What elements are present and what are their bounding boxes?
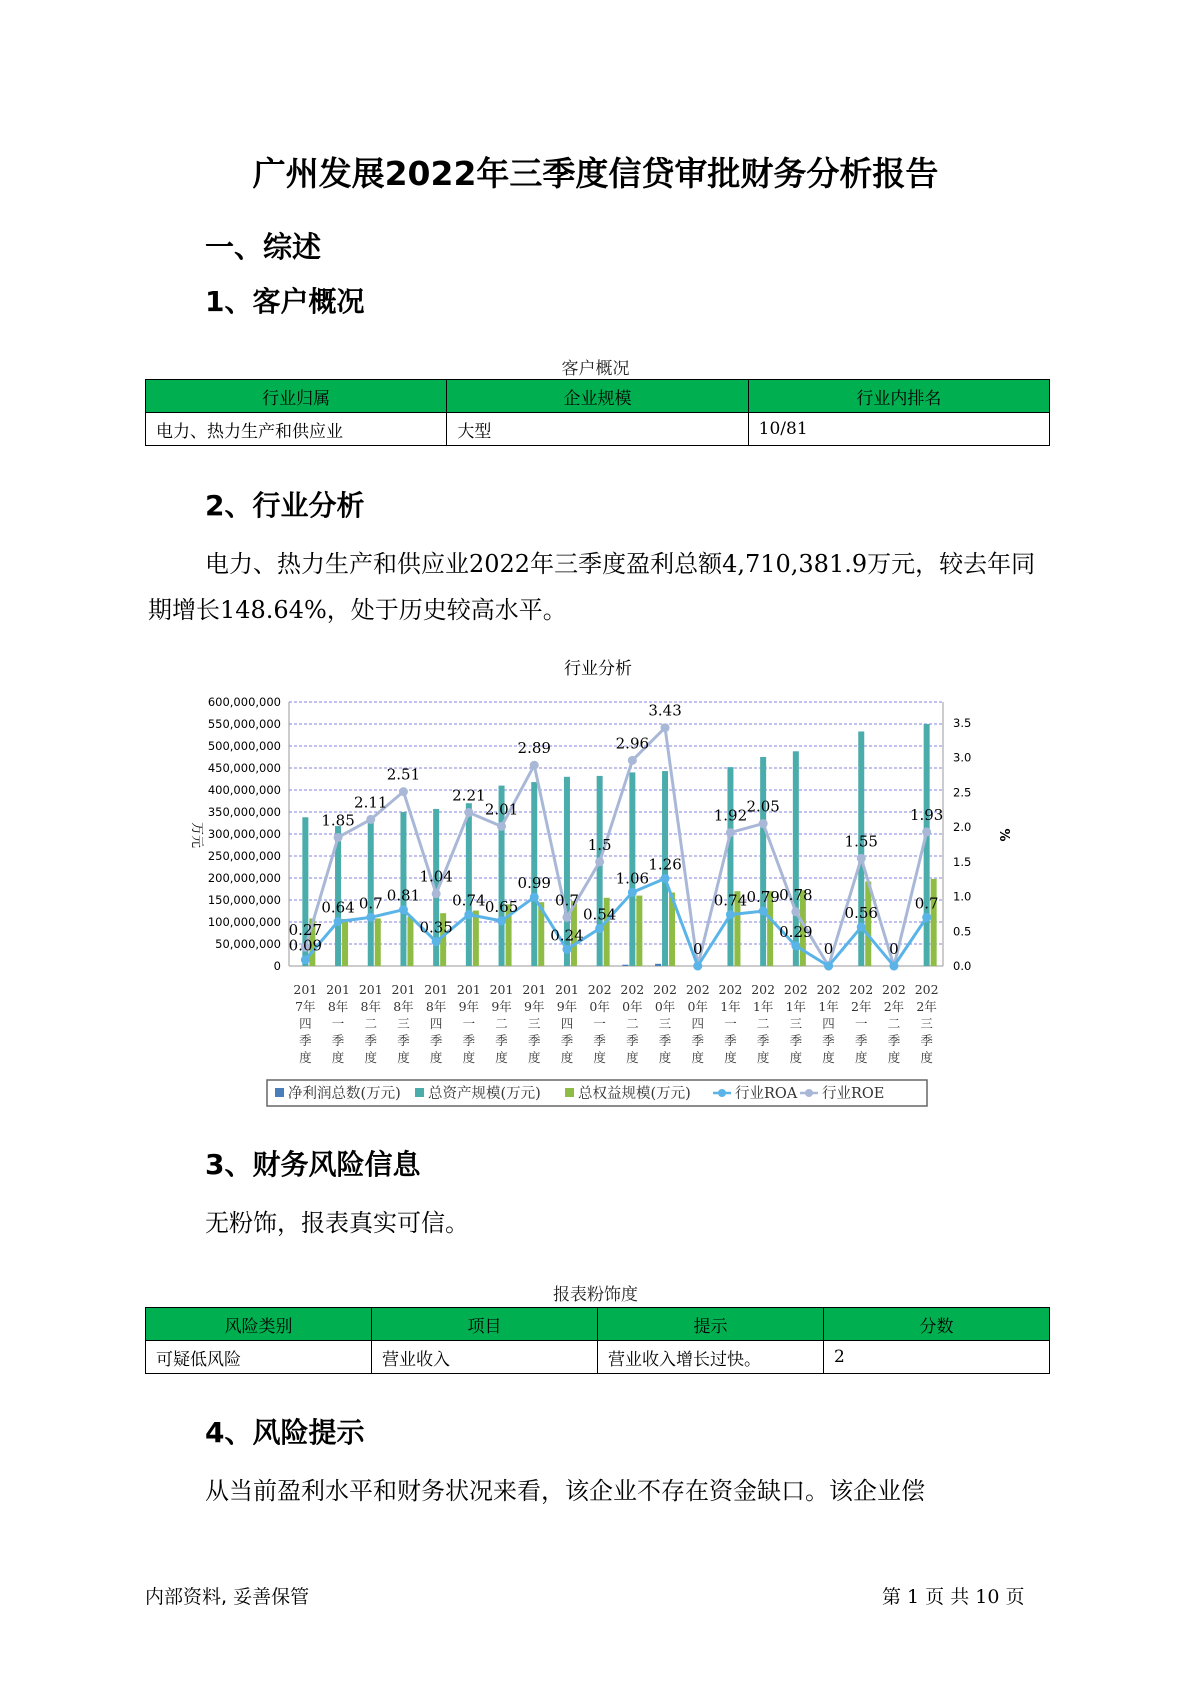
- x-tick-label: 度: [495, 1050, 508, 1065]
- series-point: [334, 833, 343, 842]
- series-point: [693, 962, 702, 971]
- y-tick-label: 350,000,000: [207, 805, 281, 819]
- x-tick-label: 季: [593, 1033, 606, 1048]
- footer-left: 内部资料, 妥善保管: [145, 1586, 310, 1608]
- x-tick-label: 201: [555, 982, 579, 997]
- roa-data-label: 0.81: [386, 886, 421, 905]
- x-tick-label: 季: [920, 1033, 933, 1048]
- heading-industry-analysis: 2、行业分析: [205, 489, 365, 522]
- y-tick-label: 550,000,000: [207, 717, 281, 731]
- x-tick-label: 201: [326, 982, 350, 997]
- bar: [760, 757, 766, 966]
- legend-label: 净利润总数(万元): [288, 1086, 401, 1102]
- series-point: [334, 917, 343, 926]
- x-tick-label: 度: [527, 1050, 541, 1065]
- table-caption-risk: 报表粉饰度: [553, 1285, 638, 1305]
- x-tick-label: 202: [816, 982, 841, 997]
- legend-swatch: [415, 1088, 424, 1097]
- bar: [368, 816, 374, 966]
- legend-label: 总资产规模(万元): [428, 1086, 541, 1102]
- series-point: [628, 756, 637, 765]
- roa-data-label: 0.7: [358, 894, 383, 913]
- x-tick-label: 8年: [425, 999, 447, 1014]
- series-point: [366, 815, 375, 824]
- heading-risk-tips: 4、风险提示: [205, 1416, 365, 1449]
- x-tick-label: 四: [691, 1016, 705, 1031]
- header-hint: 提示: [598, 1308, 824, 1341]
- x-tick-label: 二: [626, 1016, 639, 1031]
- series-point: [922, 827, 931, 836]
- x-tick-label: 度: [822, 1050, 835, 1065]
- x-tick-label: 0年: [589, 999, 610, 1014]
- x-tick-label: 度: [756, 1050, 770, 1065]
- series-point: [366, 913, 375, 922]
- series-point: [432, 889, 441, 898]
- x-tick-label: 一: [854, 1016, 868, 1031]
- roe-data-label: 2.96: [615, 734, 650, 753]
- x-tick-label: 一: [724, 1016, 737, 1031]
- x-tick-label: 度: [854, 1050, 868, 1065]
- x-tick-label: 1年: [818, 999, 839, 1014]
- x-tick-label: 202: [914, 982, 939, 997]
- series-point: [857, 854, 866, 863]
- bar: [636, 896, 642, 966]
- x-tick-label: 三: [527, 1016, 541, 1031]
- y-tick-label: 600,000,000: [207, 695, 281, 709]
- series-point: [791, 907, 800, 916]
- x-tick-label: 201: [522, 982, 547, 997]
- x-tick-label: 二: [364, 1016, 378, 1031]
- chart-data-labels: [289, 702, 944, 958]
- cell-hint: 营业收入增长过快。: [598, 1341, 824, 1374]
- roa-data-label: 0.7: [914, 894, 939, 913]
- x-tick-label: 9年: [524, 999, 545, 1014]
- bar: [655, 964, 661, 966]
- chart-legend: [267, 1080, 927, 1106]
- roe-data-label: 1.93: [909, 805, 944, 824]
- y-tick-label: 400,000,000: [207, 783, 281, 797]
- legend-swatch: [565, 1088, 574, 1097]
- roa-data-label: 0.65: [484, 897, 519, 916]
- cell-risk-type: 可疑低风险: [146, 1341, 372, 1374]
- x-tick-label: 季: [691, 1033, 705, 1048]
- legend-marker: [805, 1089, 813, 1097]
- header-score: 分数: [824, 1308, 1050, 1341]
- x-tick-label: 9年: [556, 999, 578, 1014]
- x-tick-label: 季: [658, 1033, 672, 1048]
- x-tick-label: 度: [429, 1050, 443, 1065]
- series-point: [432, 937, 441, 946]
- section-heading-overview: 一、综述: [205, 230, 322, 264]
- roe-data-label: 1.92: [713, 806, 748, 825]
- x-tick-label: 四: [560, 1016, 574, 1031]
- cell-industry: 电力、热力生产和供应业: [146, 413, 447, 446]
- header-industry: 行业归属: [146, 380, 447, 413]
- x-tick-label: 季: [364, 1033, 378, 1048]
- roa-data-label: 1.06: [615, 869, 650, 888]
- heading-financial-risk: 3、财务风险信息: [205, 1148, 421, 1181]
- legend-label: 行业ROA: [735, 1086, 798, 1102]
- chart-bars: [302, 724, 936, 966]
- roa-data-label: 0.74: [713, 891, 748, 910]
- x-tick-label: 季: [527, 1033, 541, 1048]
- tips-paragraph: 从当前盈利水平和财务状况来看，该企业不存在资金缺口。该企业偿: [205, 1477, 925, 1505]
- roe-data-label: 1.85: [321, 811, 355, 830]
- roe-data-label: 2.01: [484, 800, 519, 819]
- x-tick-label: 一: [462, 1016, 476, 1031]
- bar: [931, 879, 937, 966]
- x-tick-label: 7年: [295, 999, 316, 1014]
- y-tick-label: 300,000,000: [207, 827, 281, 841]
- x-tick-label: 三: [658, 1016, 672, 1031]
- y2-tick-label: 2.5: [953, 785, 972, 800]
- x-tick-label: 8年: [393, 999, 414, 1014]
- x-tick-label: 0年: [622, 999, 643, 1014]
- x-tick-label: 9年: [491, 999, 512, 1014]
- roe-data-label: 2.21: [452, 786, 486, 805]
- series-point: [759, 907, 768, 916]
- x-tick-label: 二: [495, 1016, 508, 1031]
- series-point: [726, 910, 735, 919]
- x-tick-label: 1年: [785, 999, 807, 1014]
- page-title: 广州发展2022年三季度信贷审批财务分析报告: [252, 154, 939, 193]
- x-tick-label: 0年: [687, 999, 708, 1014]
- x-tick-label: 202: [849, 982, 874, 997]
- y2-tick-label: 2.0: [953, 820, 972, 835]
- y-tick-label: 0: [273, 959, 281, 973]
- bar: [597, 776, 603, 966]
- roa-data-label: 0.35: [419, 918, 453, 937]
- series-point: [889, 962, 898, 971]
- cell-scale: 大型: [447, 413, 748, 446]
- y-tick-label: 100,000,000: [207, 915, 281, 929]
- x-tick-label: 三: [789, 1016, 803, 1031]
- x-tick-label: 度: [626, 1050, 639, 1065]
- x-tick-label: 二: [887, 1016, 901, 1031]
- series-line: [305, 728, 926, 966]
- right-axis-ticks: [953, 716, 971, 973]
- roe-data-label: 0.7: [555, 891, 579, 910]
- series-point: [857, 923, 866, 932]
- x-tick-label: 2年: [916, 999, 937, 1014]
- table-caption-customer: 客户概况: [561, 359, 630, 379]
- x-tick-label: 季: [789, 1033, 803, 1048]
- series-point: [628, 888, 637, 897]
- bar: [375, 918, 381, 966]
- series-point: [497, 916, 506, 925]
- roe-data-label: 0: [692, 940, 703, 958]
- x-tick-label: 202: [783, 982, 808, 997]
- series-point: [399, 905, 408, 914]
- bar: [622, 965, 628, 966]
- x-tick-label: 季: [887, 1033, 901, 1048]
- roe-data-label: 1.04: [419, 867, 453, 886]
- x-tick-label: 二: [756, 1016, 770, 1031]
- series-point: [562, 913, 571, 922]
- bar: [865, 882, 871, 966]
- roa-data-label: 0.56: [844, 904, 878, 923]
- roa-data-label: 0.79: [746, 888, 780, 907]
- roe-data-label: 2.51: [386, 765, 421, 784]
- legend-label: 行业ROE: [822, 1086, 885, 1102]
- x-tick-label: 201: [391, 982, 416, 997]
- footer-page-number: 第 1 页 共 10 页: [882, 1586, 1025, 1608]
- y2-tick-label: 0.0: [953, 959, 972, 973]
- x-tick-label: 四: [299, 1016, 312, 1031]
- x-tick-label: 季: [299, 1033, 312, 1048]
- x-tick-label: 1年: [752, 999, 774, 1014]
- x-tick-label: 202: [587, 982, 612, 997]
- legend-marker: [718, 1089, 726, 1097]
- heading-customer-overview: 1、客户概况: [205, 285, 365, 318]
- x-tick-label: 度: [593, 1050, 606, 1065]
- x-tick-label: 度: [397, 1050, 410, 1065]
- roa-data-label: 0.24: [550, 926, 584, 945]
- roe-data-label: 0.27: [288, 921, 323, 940]
- x-tick-label: 度: [789, 1050, 803, 1065]
- y2-tick-label: 0.5: [953, 924, 972, 939]
- table-header-row: [146, 1308, 1050, 1341]
- bar: [342, 919, 348, 966]
- x-tick-label: 8年: [360, 999, 381, 1014]
- x-tick-label: 一: [593, 1016, 606, 1031]
- x-tick-label: 一: [331, 1016, 345, 1031]
- series-point: [595, 924, 604, 933]
- y2-tick-label: 3.0: [953, 750, 972, 765]
- header-item: 项目: [372, 1308, 598, 1341]
- x-tick-label: 202: [653, 982, 677, 997]
- x-tick-label: 三: [397, 1016, 410, 1031]
- customer-table: [145, 379, 1050, 446]
- x-tick-label: 8年: [327, 999, 349, 1014]
- chart-lines: [301, 723, 931, 970]
- risk-paragraph: 无粉饰，报表真实可信。: [205, 1209, 469, 1237]
- x-tick-label: 度: [920, 1050, 933, 1065]
- x-tick-label: 201: [489, 982, 514, 997]
- y-tick-label: 450,000,000: [207, 761, 281, 775]
- x-tick-label: 四: [429, 1016, 443, 1031]
- series-point: [791, 941, 800, 950]
- x-tick-label: 2年: [883, 999, 905, 1014]
- series-point: [497, 822, 506, 831]
- table-row: [146, 1341, 1050, 1374]
- y-tick-label: 150,000,000: [207, 893, 281, 907]
- x-tick-label: 度: [658, 1050, 672, 1065]
- legend-label: 总权益规模(万元): [578, 1086, 691, 1102]
- industry-chart: [0, 655, 1191, 1115]
- x-tick-label: 201: [456, 982, 481, 997]
- series-point: [562, 945, 571, 954]
- cell-rank: 10/81: [748, 413, 1049, 446]
- x-tick-label: 度: [299, 1050, 312, 1065]
- series-point: [399, 787, 408, 796]
- x-tick-label: 季: [756, 1033, 770, 1048]
- series-point: [464, 808, 473, 817]
- x-tick-label: 201: [358, 982, 383, 997]
- roa-data-label: 0.74: [452, 891, 486, 910]
- roe-data-label: 0: [823, 940, 834, 958]
- x-tick-label: 度: [887, 1050, 901, 1065]
- series-point: [301, 955, 310, 964]
- series-point: [661, 874, 670, 883]
- series-point: [595, 857, 604, 866]
- x-tick-label: 2年: [851, 999, 872, 1014]
- x-tick-label: 0年: [654, 999, 676, 1014]
- x-tick-label: 季: [331, 1033, 345, 1048]
- roa-data-label: 0.54: [582, 905, 617, 924]
- y2-axis-label: %: [996, 828, 1011, 842]
- x-tick-label: 202: [718, 982, 743, 997]
- header-risk-type: 风险类别: [146, 1308, 372, 1341]
- y-tick-label: 250,000,000: [207, 849, 281, 863]
- risk-table: [145, 1307, 1050, 1374]
- series-point: [726, 828, 735, 837]
- roa-data-label: 0.09: [288, 936, 323, 955]
- x-tick-label: 三: [920, 1016, 933, 1031]
- x-tick-label: 202: [620, 982, 645, 997]
- x-tick-label: 度: [364, 1050, 378, 1065]
- y2-tick-label: 1.5: [953, 854, 972, 869]
- roe-data-label: 0: [889, 940, 899, 958]
- roe-data-label: 3.43: [648, 701, 682, 720]
- x-tick-label: 202: [751, 982, 776, 997]
- roa-data-label: 0.29: [779, 922, 813, 941]
- x-tick-label: 度: [560, 1050, 574, 1065]
- x-tick-label: 季: [854, 1033, 868, 1048]
- y-tick-label: 200,000,000: [207, 871, 281, 885]
- y-tick-label: 50,000,000: [215, 937, 281, 951]
- series-point: [922, 913, 931, 922]
- bar: [473, 911, 479, 966]
- x-tick-label: 201: [424, 982, 449, 997]
- roa-data-label: 0.64: [321, 898, 355, 917]
- series-point: [530, 761, 539, 770]
- cell-item: 营业收入: [372, 1341, 598, 1374]
- industry-paragraph: 电力、热力生产和供应业2022年三季度盈利总额4,710,381.9万元，较去年同期增长148.64%，处于历史较高水平。: [148, 550, 1036, 624]
- roe-data-label: 1.5: [587, 835, 612, 854]
- roe-data-label: 0.78: [779, 885, 813, 904]
- header-scale: 企业规模: [447, 380, 748, 413]
- x-tick-label: 季: [495, 1033, 508, 1048]
- series-point: [824, 962, 833, 971]
- x-tick-label: 季: [822, 1033, 835, 1048]
- bar: [466, 803, 472, 966]
- x-tick-label: 9年: [458, 999, 480, 1014]
- bar: [727, 767, 733, 966]
- series-point: [661, 723, 670, 732]
- x-tick-label: 度: [691, 1050, 705, 1065]
- x-tick-label: 1年: [720, 999, 741, 1014]
- chart-title: 行业分析: [564, 659, 632, 679]
- table-header-row: [146, 380, 1050, 413]
- x-tick-label: 度: [462, 1050, 476, 1065]
- series-point: [530, 893, 539, 902]
- x-tick-label: 四: [822, 1016, 835, 1031]
- x-tick-label: 201: [293, 982, 318, 997]
- roe-data-label: 2.05: [746, 797, 780, 816]
- x-tick-label: 季: [429, 1033, 443, 1048]
- left-axis-ticks: [208, 695, 281, 973]
- y2-tick-label: 1.0: [953, 889, 972, 904]
- x-tick-label: 季: [462, 1033, 476, 1048]
- x-tick-label: 季: [560, 1033, 574, 1048]
- roe-data-label: 1.55: [844, 832, 878, 851]
- y-axis-label: 万元: [189, 821, 204, 849]
- roa-data-label: 0.99: [517, 874, 551, 893]
- y2-tick-label: 3.5: [953, 715, 972, 730]
- roe-data-label: 2.89: [517, 739, 551, 758]
- series-point: [759, 819, 768, 828]
- header-rank: 行业内排名: [748, 380, 1049, 413]
- x-tick-label: 202: [685, 982, 710, 997]
- x-tick-label: 季: [397, 1033, 410, 1048]
- table-row: [146, 413, 1050, 446]
- cell-score: 2: [824, 1341, 1050, 1374]
- roa-data-label: 1.26: [648, 855, 682, 874]
- x-tick-label: 季: [724, 1033, 737, 1048]
- x-tick-label: 202: [882, 982, 906, 997]
- x-tick-label: 度: [724, 1050, 737, 1065]
- bar: [407, 917, 413, 966]
- roe-data-label: 2.11: [354, 793, 388, 812]
- legend-swatch: [275, 1088, 284, 1097]
- series-point: [464, 910, 473, 919]
- y-tick-label: 500,000,000: [207, 739, 281, 753]
- x-tick-label: 季: [626, 1033, 639, 1048]
- chart-x-labels: [293, 982, 938, 1065]
- x-tick-label: 度: [331, 1050, 345, 1065]
